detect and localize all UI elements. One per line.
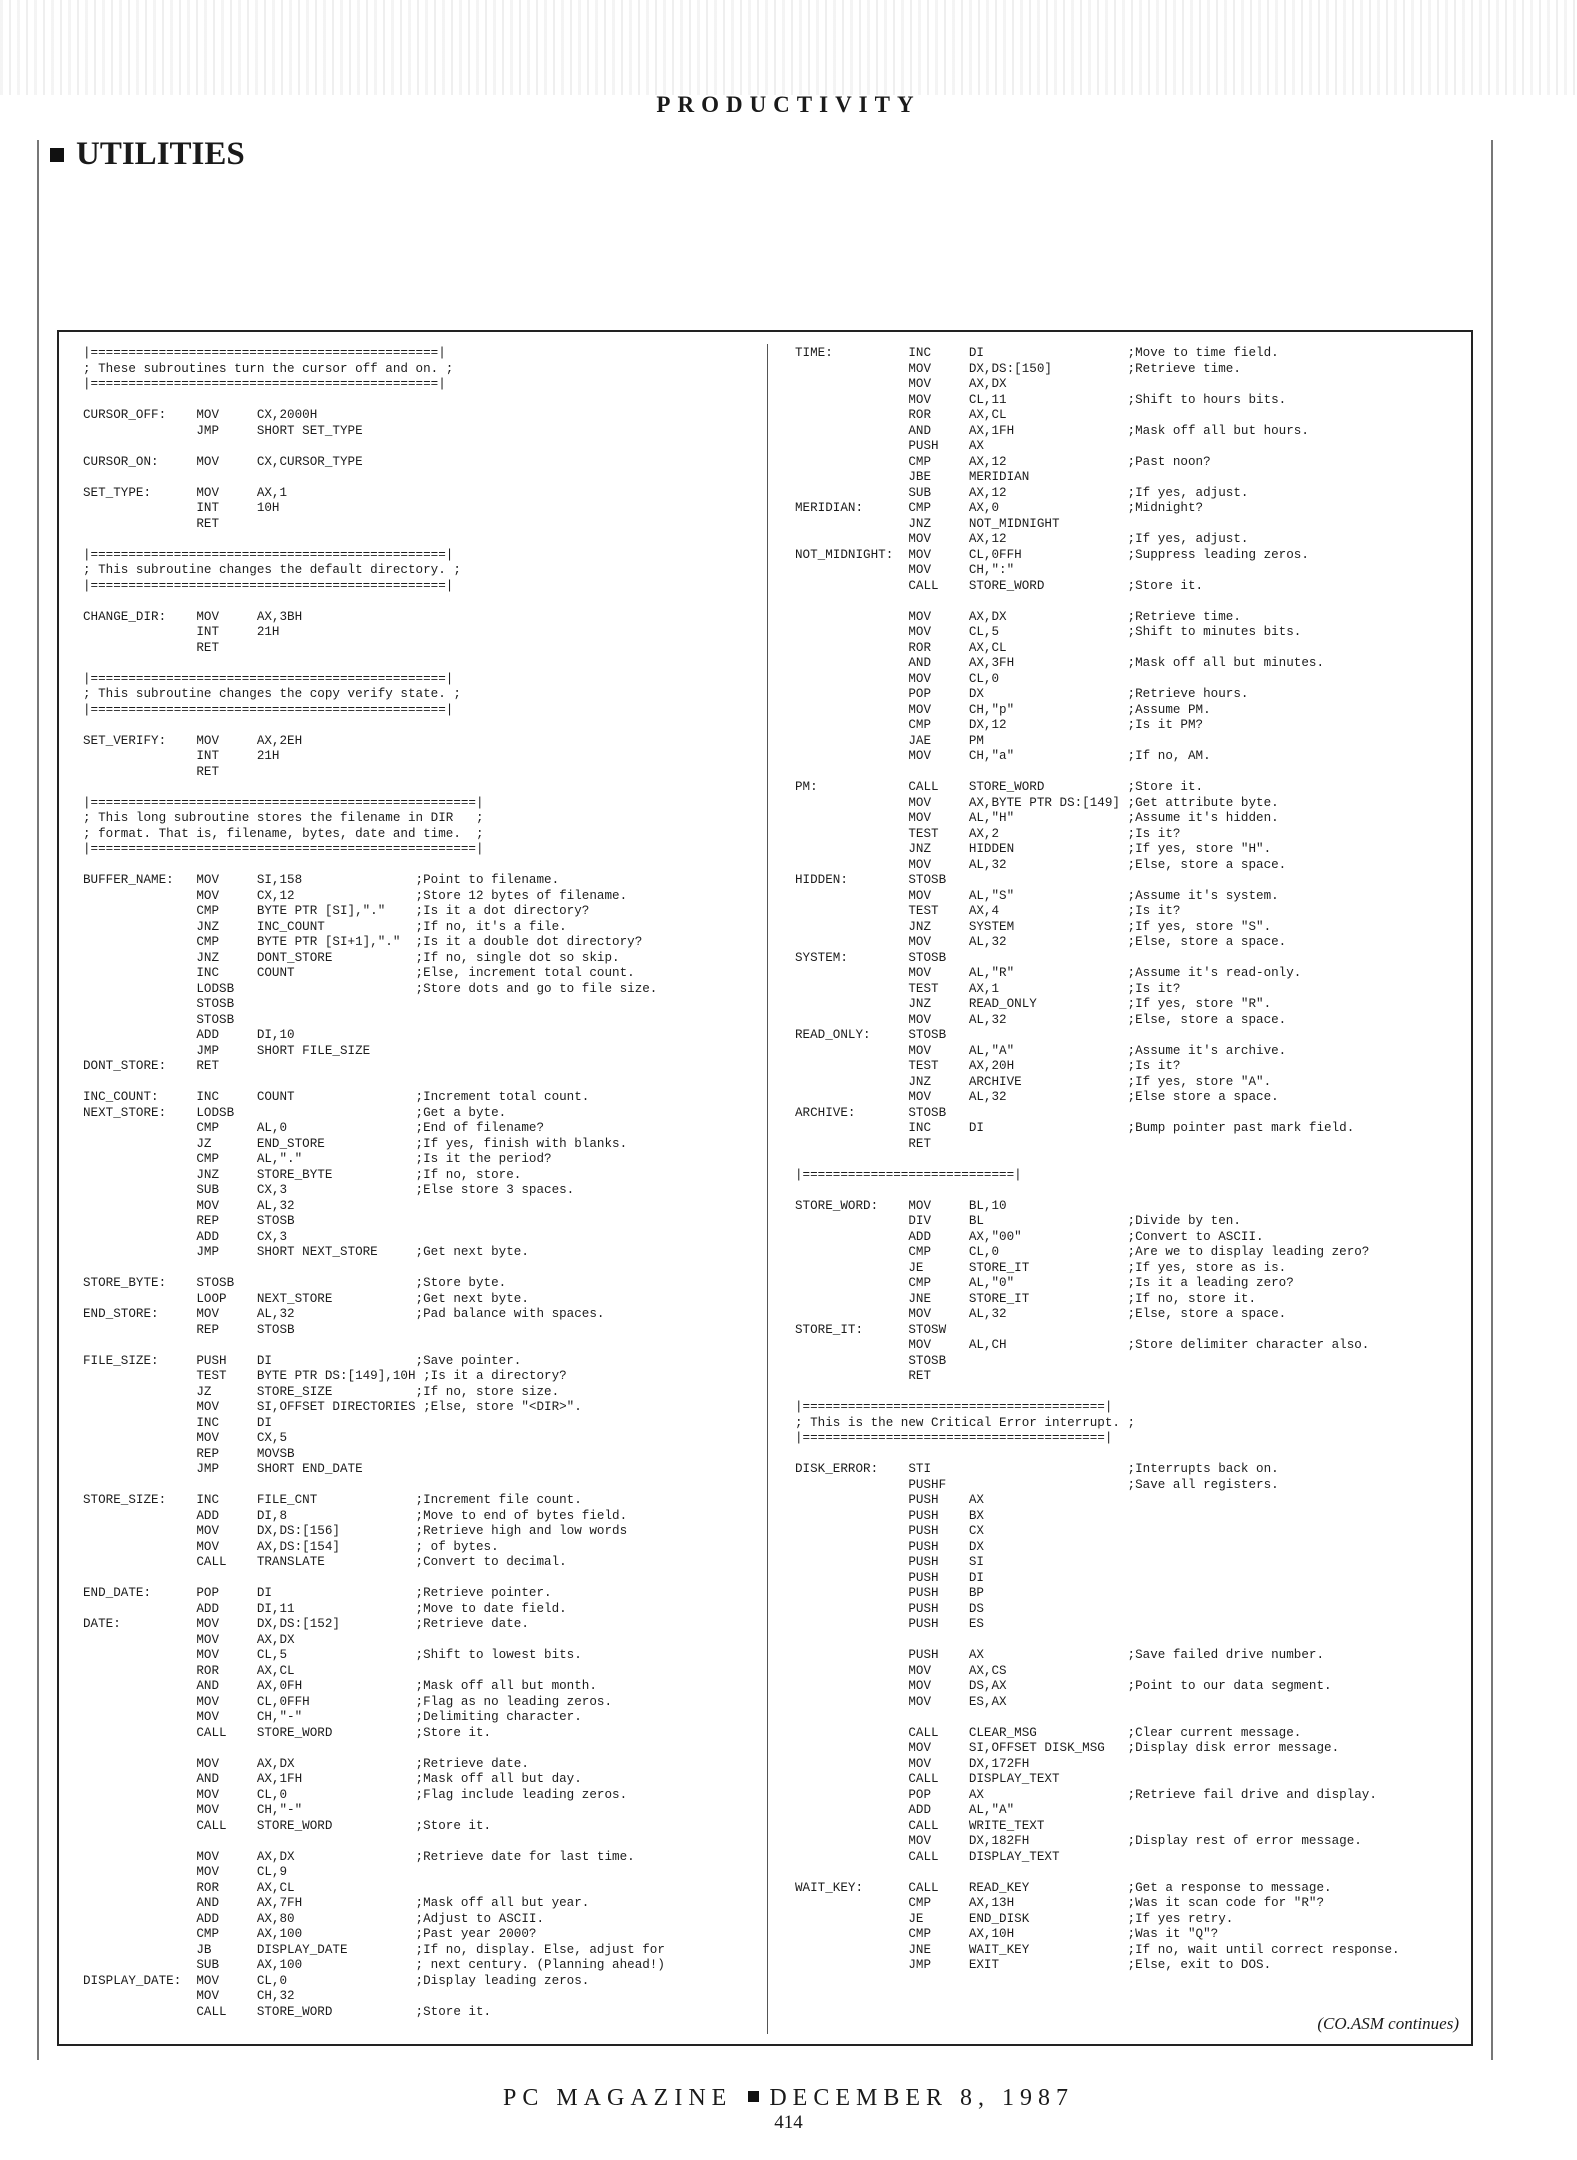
page-number: 414 [774, 2112, 803, 2133]
page-heading [50, 136, 245, 173]
footer-bullet [748, 2091, 759, 2102]
footer-magazine: PC MAGAZINE [502, 2085, 733, 2111]
page-footer [0, 2085, 1577, 2112]
heading-text: UTILITIES [76, 136, 245, 172]
listing-right-column [795, 346, 1473, 1974]
footer-date: DECEMBER 8, 1987 [769, 2085, 1075, 2111]
listing-left-code: |==============================================| ; These subroutines turn the cursor off and on. ; |==============================================| CURSOR_OFF: MOV CX,2000H JMP SHORT SET_TYPE CURSOR_ON: MOV CX,CURSOR_TYPE SET_TYPE: MOV AX,1 INT 10H RET |===============================================| ; This subroutine changes the default directory. ; |===============================================| CHANGE_DIR: MOV AX,3BH INT 21H RET |===============================================| ; This subroutine changes the copy verify state. ; |===============================================| SET_VERIFY: MOV AX,2EH INT 21H RET |===================================================| ; This long subroutine stores the filename in DIR ; ; format. That is, filename, bytes, date and time. ; |===================================================| BUFFER_NAME: MOV SI,158 ;Point to filename. MOV CX,12 ;Store 12 bytes of filename. CMP BYTE PTR [SI],"." ;Is it a dot directory? JNZ INC_COUNT ;If no, it's a file. CMP BYTE PTR [SI+1],"." ;Is it a double dot directory? JNZ DONT_STORE ;If no, single dot so skip. INC COUNT ;Else, increment total count. LODSB ;Store dots and go to file size. STOSB STOSB ADD DI,10 JMP SHORT FILE_SIZE DONT_STORE: RET INC_COUNT: INC COUNT ;Increment total count. NEXT_STORE: LODSB ;Get a byte. CMP AL,0 ;End of filename? JZ END_STORE ;If yes, finish with blanks. CMP AL,"." ;Is it the period? JNZ STORE_BYTE ;If no, store. SUB CX,3 ;Else store 3 spaces. MOV AL,32 REP STOSB ADD CX,3 JMP SHORT NEXT_STORE ;Get next byte. STORE_BYTE: STOSB ;Store byte. LOOP NEXT_STORE ;Get next byte. END_STORE: MOV AL,32 ;Pad balance with spaces. REP STOSB FILE_SIZE: PUSH DI ;Save pointer. TEST BYTE PTR DS:[149],10H ;Is it a directory? JZ STORE_SIZE ;If no, store size. MOV SI,OFFSET DIRECTORIES ;Else, store "<DIR>". INC DI MOV CX,5 REP MOVSB JMP SHORT END_DATE STORE_SIZE: INC FILE_CNT ;Increment file count. ADD DI,8 ;Move to end of bytes field. MOV DX,DS:[156] ;Retrieve high and low words MOV AX,DS:[154] ; of bytes. CALL TRANSLATE ;Convert to decimal. END_DATE: POP DI ;Retrieve pointer. ADD DI,11 ;Move to date field. DATE: MOV DX,DS:[152] ;Retrieve date. MOV AX,DX MOV CL,5 ;Shift to lowest bits. ROR AX,CL AND AX,0FH ;Mask off all but month. MOV CL,0FFH ;Flag as no leading zeros. MOV CH,"-" ;Delimiting character. CALL STORE_WORD ;Store it. MOV AX,DX ;Retrieve date. AND AX,1FH ;Mask off all but day. MOV CL,0 ;Flag include leading zeros. MOV CH,"-" CALL STORE_WORD ;Store it. MOV AX,DX ;Retrieve date for last time. MOV CL,9 ROR AX,CL AND AX,7FH ;Mask off all but year. ADD AX,80 ;Adjust to ASCII. CMP AX,100 ;Past year 2000? JB DISPLAY_DATE ;If no, display. Else, adjust for SUB AX,100 ; next century. (Planning ahead!) DISPLAY_DATE: MOV CL,0 ;Display leading zeros. MOV CH,32 CALL STORE_WORD ;Store it. [83, 346, 665, 2019]
listing-right-code: TIME: INC DI ;Move to time field. MOV DX,DS:[150] ;Retrieve time. MOV AX,DX MOV CL,11 ;Shift to hours bits. ROR AX,CL AND AX,1FH ;Mask off all but hours. PUSH AX CMP AX,12 ;Past noon? JBE MERIDIAN SUB AX,12 ;If yes, adjust. MERIDIAN: CMP AX,0 ;Midnight? JNZ NOT_MIDNIGHT MOV AX,12 ;If yes, adjust. NOT_MIDNIGHT: MOV CL,0FFH ;Suppress leading zeros. MOV CH,":" CALL STORE_WORD ;Store it. MOV AX,DX ;Retrieve time. MOV CL,5 ;Shift to minutes bits. ROR AX,CL AND AX,3FH ;Mask off all but minutes. MOV CL,0 POP DX ;Retrieve hours. MOV CH,"p" ;Assume PM. CMP DX,12 ;Is it PM? JAE PM MOV CH,"a" ;If no, AM. PM: CALL STORE_WORD ;Store it. MOV AX,BYTE PTR DS:[149] ;Get attribute byte. MOV AL,"H" ;Assume it's hidden. TEST AX,2 ;Is it? JNZ HIDDEN ;If yes, store "H". MOV AL,32 ;Else, store a space. HIDDEN: STOSB MOV AL,"S" ;Assume it's system. TEST AX,4 ;Is it? JNZ SYSTEM ;If yes, store "S". MOV AL,32 ;Else, store a space. SYSTEM: STOSB MOV AL,"R" ;Assume it's read-only. TEST AX,1 ;Is it? JNZ READ_ONLY ;If yes, store "R". MOV AL,32 ;Else, store a space. READ_ONLY: STOSB MOV AL,"A" ;Assume it's archive. TEST AX,20H ;Is it? JNZ ARCHIVE ;If yes, store "A". MOV AL,32 ;Else store a space. ARCHIVE: STOSB INC DI ;Bump pointer past mark field. RET |============================| STORE_WORD: MOV BL,10 DIV BL ;Divide by ten. ADD AX,"00" ;Convert to ASCII. CMP CL,0 ;Are we to display leading zero? JE STORE_IT ;If yes, store as is. CMP AL,"0" ;Is it a leading zero? JNE STORE_IT ;If no, store it. MOV AL,32 ;Else, store a space. STORE_IT: STOSW MOV AL,CH ;Store delimiter character also. STOSB RET |========================================| ; This is the new Critical Error interrupt. ; |========================================| DISK_ERROR: STI ;Interrupts back on. PUSHF ;Save all registers. PUSH AX PUSH BX PUSH CX PUSH DX PUSH SI PUSH DI PUSH BP PUSH DS PUSH ES PUSH AX ;Save failed drive number. MOV AX,CS MOV DS,AX ;Point to our data segment. MOV ES,AX CALL CLEAR_MSG ;Clear current message. MOV SI,OFFSET DISK_MSG ;Display disk error message. MOV DX,172FH CALL DISPLAY_TEXT POP AX ;Retrieve fail drive and display. ADD AL,"A" CALL WRITE_TEXT MOV DX,182FH ;Display rest of error message. CALL DISPLAY_TEXT WAIT_KEY: CALL READ_KEY ;Get a response to message. CMP AX,13H ;Was it scan code for "R"? JE END_DISK ;If yes retry. CMP AX,10H ;Was it "Q"? JNE WAIT_KEY ;If no, wait until correct response. JMP EXIT ;Else, exit to DOS. [795, 346, 1400, 1972]
continues-note: (CO.ASM continues) [1317, 2014, 1459, 2033]
left-margin-rule [37, 140, 39, 2060]
section-label: PRODUCTIVITY [656, 92, 921, 117]
right-margin-rule [1491, 140, 1493, 2060]
column-divider [767, 344, 768, 2034]
scan-noise-strip [0, 0, 1577, 95]
listing-left-column [83, 346, 763, 2020]
code-listing-box [57, 330, 1473, 2046]
heading-bullet [50, 148, 64, 162]
